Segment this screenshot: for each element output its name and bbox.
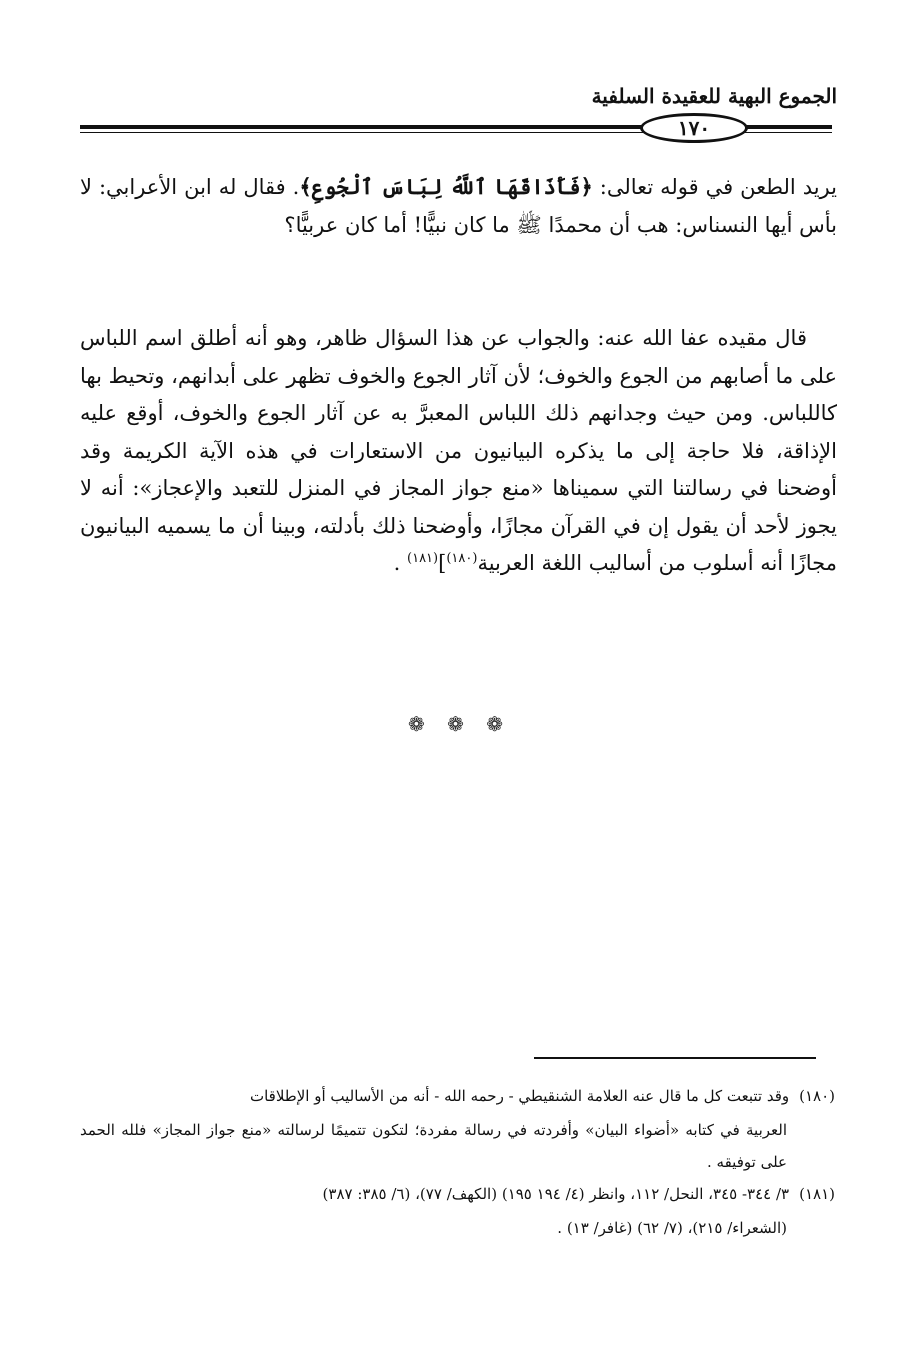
running-title: الجموع البهية للعقيدة السلفية <box>591 84 837 108</box>
para2-text: قال مقيده عفا الله عنه: والجواب عن هذا السؤال ظاهر، وهو أنه أطلق اسم اللباس على ما أصابهم من الجوع والخوف؛ لأن آثار الجوع والخوف تظهر على أبدانهم، وتحيط بها كاللباس. ومن حيث وجدانهم ذلك اللباس المعبرَّ به عن آثار الجوع والخوف، أوقع عليه الإذاقة، فلا حاجة إلى ما يذكره البيانيون من الاستعارات في هذه الآية الكريمة وقد أوضحنا في رسالتنا التي سميناها «منع جواز المجاز في المنزل للتعبد والإعجاز»: أنه لا يجوز لأحد أن يقول إن في القرآن مجازًا، وأوضحنا ذلك بأدلته، وبينا أن ما يسميه البيانيون مجازًا أنه أسلوب من أساليب اللغة العربية <box>80 326 837 575</box>
footnote-181-continuation: (الشعراء/ ٢١٥)، (٧/ ٦٢) (غافر/ ١٣) . <box>557 1219 787 1237</box>
paragraph-1 <box>80 168 837 244</box>
para1-text-start: يريد الطعن في قوله تعالى: <box>592 175 837 199</box>
quran-quote: ﴿فَأَذَاقَهَا ٱللَّهُ لِبَاسَ ٱلْجُوعِ﴾ <box>299 174 593 199</box>
footnote-180-continuation: العربية في كتابه «أضواء البيان» وأفردته في رسالة مفردة؛ لتكون تتميمًا لرسالته «منع جواز المجاز» فلله الحمد على توفيقه . <box>80 1121 787 1171</box>
footnote-text: ٣/ ٣٤٤- ٣٤٥، النحل/ ١١٢، وانظر (٤/ ١٩٤ ١٩٥) (الكهف/ ٧٧)، (٦/ ٣٨٥: ٣٨٧) <box>322 1185 790 1203</box>
footnote-number: (١٨١) <box>799 1185 835 1203</box>
footnote-number: (١٨٠) <box>799 1087 835 1105</box>
para2-end: . <box>393 551 408 575</box>
footnote-text: وقد تتبعت كل ما قال عنه العلامة الشنقيطي - رحمه الله - أنه من الأساليب أو الإطلاقات <box>249 1087 790 1105</box>
para1-text-end: . فقال له ابن الأعرابي: لا بأس أيها النسناس: هب أن محمدًا ﷺ ما كان نبيًّا! أما كان عربيًّا؟ <box>80 175 837 237</box>
section-separator-ornament: ❁ ❁ ❁ <box>408 712 511 736</box>
footnote-ref-181: (١٨١) <box>407 551 439 566</box>
footnote-180 <box>80 1080 835 1112</box>
closing-bracket: ] <box>438 551 447 575</box>
footnote-ref-180: (١٨٠) <box>446 551 478 566</box>
footnotes <box>80 1080 835 1244</box>
page-number-oval <box>640 113 748 143</box>
footnote-rule <box>534 1057 816 1059</box>
footnote-181 <box>80 1178 835 1210</box>
page-number: ١٧٠ <box>677 116 711 140</box>
paragraph-2 <box>80 320 837 583</box>
